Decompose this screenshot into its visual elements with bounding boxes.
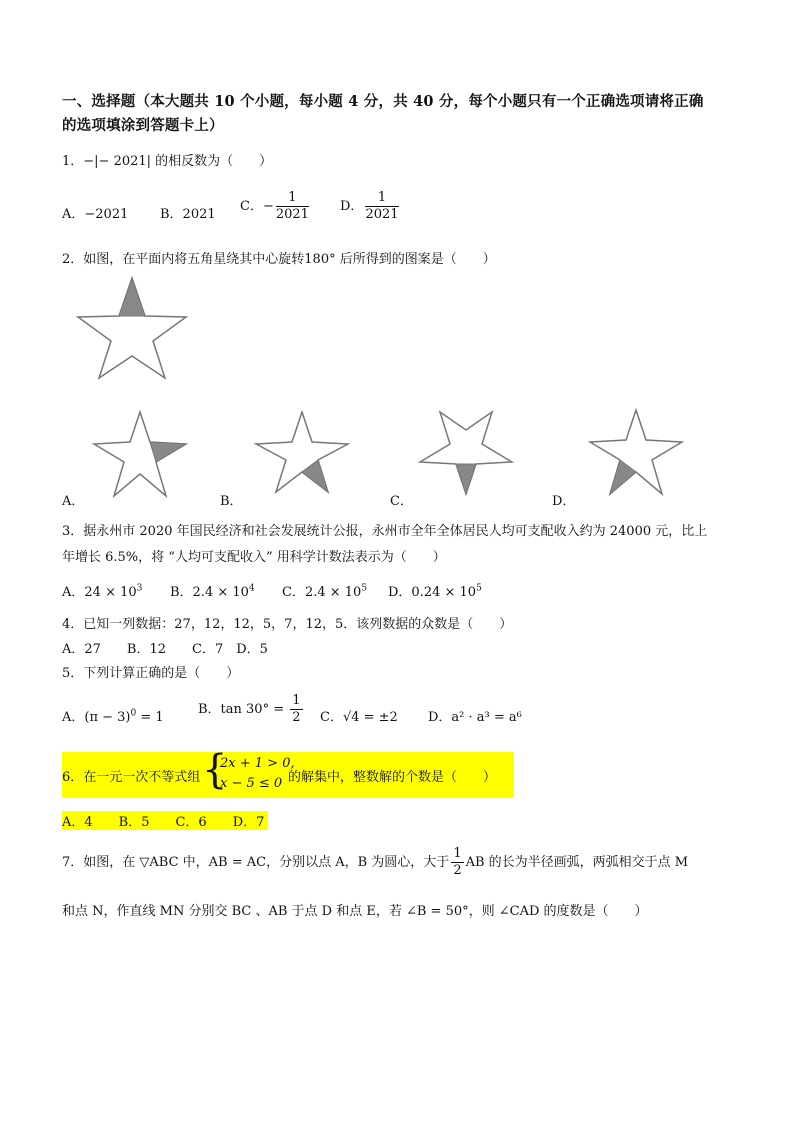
q1-d-numerator: 1 [365,190,398,207]
q6-stem-highlight [62,747,514,798]
q1-c-numerator: 1 [276,190,309,207]
q3-b-exponent: 4 [248,583,255,594]
q4-stem: 4．已知一列数据：27，12，12，5，7，12，5．该列数据的众数是（ ） [62,617,513,632]
q7-line1-part1: 7．如图，在 ▽ABC 中，AB = AC，分别以点 A，B 为圆心，大于 [62,855,450,870]
q1-c-denominator: 2021 [275,207,309,222]
q5-b-denominator: 2 [292,710,301,725]
q5-option-d: D．a² · a³ = a⁶ [428,710,522,725]
q3-c-base: C．2.4 × 10 [282,585,362,600]
q6-options: A．4 B．5 C．6 D．7 [62,811,268,830]
q3-stem-line2: 年增长 6.5%，将 “人均可支配收入” 用科学计数法表示为（ ） [62,550,446,565]
q5-b-numerator: 1 [292,693,301,708]
q3-c-exponent: 5 [361,583,368,594]
q7-line1-part2: AB 的长为半径画弧，两弧相交于点 M [465,855,689,870]
q6-suffix: 的解集中，整数解的个数是（ ） [288,770,497,785]
q5-option-a [62,706,164,725]
q1-d-denominator: 2021 [365,207,399,222]
q5-a-tail: = 1 [136,710,164,725]
q1-option-d-fraction [365,190,398,223]
q6-inequality-2: x − 5 ≤ 0 [220,776,283,791]
q1-option-d-prefix: D． [340,199,364,214]
original-star-figure [76,276,188,380]
q5-b-prefix: B．tan 30° = [198,702,289,717]
q7-line2: 和点 N，作直线 MN 分别交 BC 、AB 于点 D 和点 E，若 ∠B = 50°，则 ∠CAD 的度数是（ ） [62,904,648,919]
q1-option-b: B．2021 [160,207,216,222]
q3-option-b [170,581,255,600]
q1-stem: 1．−|− 2021| 的相反数为（ ） [62,154,273,169]
q4-options: A．27 B．12 C．7 D．5 [62,642,268,657]
q3-d-base: D．0.24 × 10 [388,585,477,600]
q3-stem-line1: 3．据永州市 2020 年国民经济和社会发展统计公报，永州市全年全体居民人均可支配收入约为 24000 元，比上 [62,524,708,539]
q3-a-base: A．24 × 10 [62,585,137,600]
q3-option-a [62,581,142,600]
original-star-shaded-point [119,278,145,316]
q7-line1 [62,846,688,879]
q7-numerator: 1 [453,846,462,861]
q3-option-d [388,581,482,600]
q2-option-b-label: B． [220,494,243,509]
q2-option-b-star [254,410,350,494]
q3-a-exponent: 3 [136,583,143,594]
q6-brace: { [202,747,228,793]
q2-option-a-star [92,410,188,498]
q2-option-d-label: D． [552,494,576,509]
q2-option-d-star [588,408,684,496]
q2-option-a-label: A． [62,494,85,509]
q1-option-c-prefix: C．− [240,199,274,214]
q3-b-base: B．2.4 × 10 [170,585,249,600]
q1-option-c [240,190,311,223]
q1-option-a: A．−2021 [62,207,129,222]
q2-stem: 2．如图，在平面内将五角星绕其中心旋转180° 后所得到的图案是（ ） [62,252,496,267]
q2-option-c-star [418,410,514,496]
q5-a-exponent: 0 [130,708,137,719]
q3-d-exponent: 5 [476,583,482,594]
q6-prefix: 6．在一元一次不等式组 [62,770,201,785]
q1-option-d [340,190,401,223]
q7-denominator: 2 [453,863,462,878]
q5-a-base: A．(π − 3) [62,710,131,725]
q3-option-c [282,581,367,600]
q5-b-fraction [290,693,302,726]
q5-option-c: C．√4 = ±2 [320,710,398,725]
section-heading-line2: 的选项填涂到答题卡上） [62,117,224,134]
q7-fraction [451,846,463,879]
q6-inequality-system [220,754,295,794]
q1-option-c-fraction [276,190,309,223]
q6-inequality-1: 2x + 1 > 0, [220,756,295,771]
q2-option-c-label: C． [390,494,413,509]
section-heading-line1: 一、选择题（本大题共 10 个小题，每小题 4 分，共 40 分，每个小题只有一个正确选项请将正确 [62,93,704,110]
q5-option-b [198,693,305,726]
q5-stem: 5．下列计算正确的是（ ） [62,666,240,681]
